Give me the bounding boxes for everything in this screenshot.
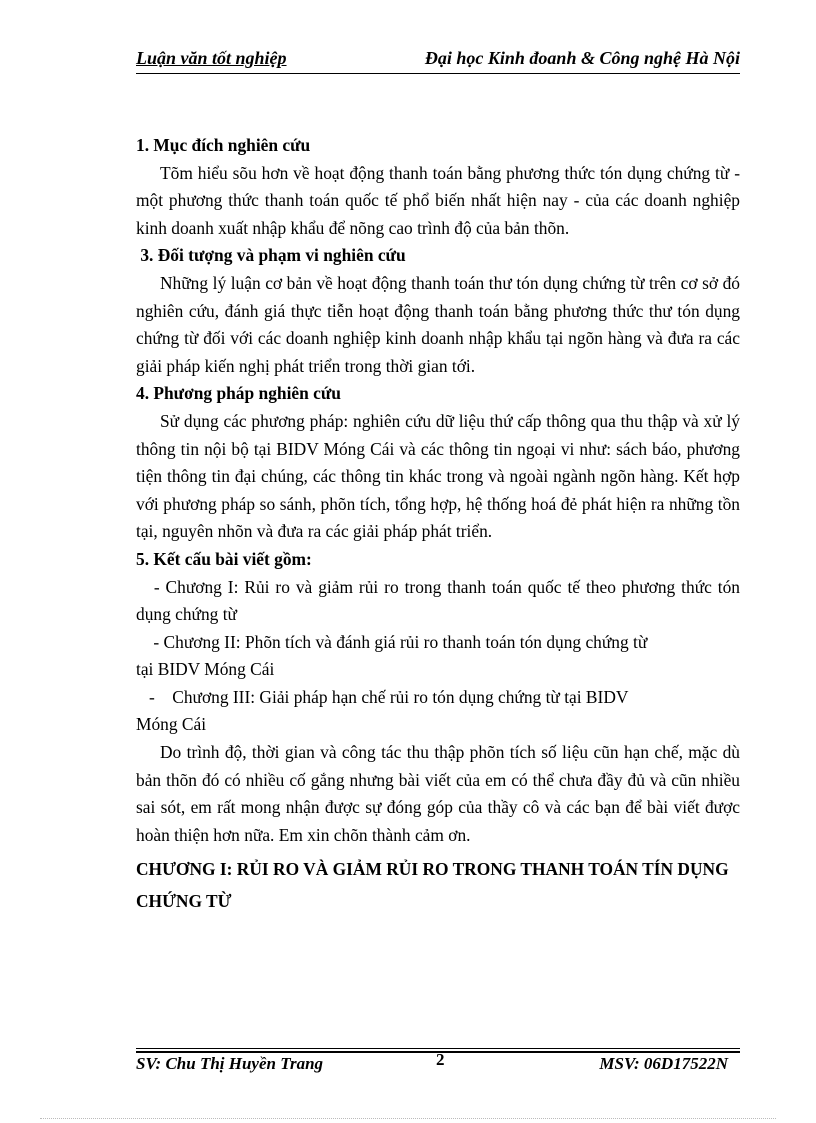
section-1-heading: 1. Mục đích nghiên cứu xyxy=(136,135,311,155)
header-thesis-label: Luận văn tốt nghiệp xyxy=(136,48,287,68)
chapter-list-item-3-continued: Móng Cái xyxy=(136,714,207,735)
chapter-list-item-3: - Chương III: Giải pháp hạn chế rủi ro tón dụng chứng từ tại BIDV xyxy=(136,686,629,707)
section-3-heading: 3. Đối tượng và phạm vi nghiên cứu xyxy=(136,245,406,266)
chapter-list-item-2-continued: tại BIDV Móng Cái xyxy=(136,659,275,680)
page-header xyxy=(136,48,740,74)
chapter-list-item-1: - Chương I: Rủi ro và giảm rủi ro trong thanh toán quốc tế theo phương thức tón dụng chứng từ xyxy=(136,576,745,625)
document-body xyxy=(136,132,745,917)
chapter-list-item-2: - Chương II: Phõn tích và đánh giá rủi ro thanh toán tón dụng chứng từ xyxy=(136,631,648,652)
chapter-1-title: CHƯƠNG I: RỦI RO VÀ GIẢM RỦI RO TRONG THANH TOÁN TÍN DỤNG CHỨNG TỪ xyxy=(136,859,729,912)
section-4-heading: 4. Phương pháp nghiên cứu xyxy=(136,383,341,404)
footer-student-name: SV: Chu Thị Huyền Trang xyxy=(136,1054,324,1073)
footer-student-id: MSV: 06D17522N xyxy=(599,1054,728,1073)
header-divider xyxy=(136,73,740,74)
section-3-body: Những lý luận cơ bản về hoạt động thanh toán thư tón dụng chứng từ trên cơ sở đó nghiên cứu, đánh giá thực tiễn hoạt động thanh toán bằng phương thức thư tón dụng chứng từ đối với các doanh nghiệp kinh doanh nhập khẩu tại ngõn hàng và đưa ra các giải pháp kiến nghị phát triển trong thời gian tới. xyxy=(136,272,740,376)
section-4-body: Sử dụng các phương pháp: nghiên cứu dữ liệu thứ cấp thông qua thu thập và xử lý thông tin nội bộ tại BIDV Móng Cái và các thông tin ngoại vi như: sách báo, phương tiện thông tin đại chúng, các thông tin khác trong và ngoài ngành ngõn hàng. Kết hợp với phương pháp so sánh, phõn tích, tổng hợp, hệ thống hoá đẻ phát hiện ra những tồn tại, nguyên nhõn và đưa ra các giải pháp phát triển. xyxy=(136,410,740,542)
footer-divider-thin xyxy=(136,1048,740,1049)
page-bottom-dotted-line xyxy=(40,1118,776,1119)
section-5-heading: 5. Kết cấu bài viết gồm: xyxy=(136,548,312,569)
section-1-body: Tõm hiểu sõu hơn về hoạt động thanh toán bằng phương thức tón dụng chứng từ - một phương thức thanh toán quốc tế phổ biến nhất hiện nay - của các doanh nghiệp kinh doanh xuất nhập khẩu để nõng cao trình độ của bản thõn. xyxy=(136,162,740,238)
closing-paragraph: Do trình độ, thời gian và công tác thu thập phõn tích số liệu cũn hạn chế, mặc dù bản thõn đó có nhiều cố gắng nhưng bài viết của em có thể chưa đầy đủ và cũn nhiều sai sót, em rất mong nhận được sự đóng góp của thầy cô và các bạn để bài viết được hoàn thiện hơn nữa. Em xin chõn thành cảm ơn. xyxy=(136,742,740,845)
page-footer xyxy=(136,1050,740,1078)
page-number: 2 xyxy=(436,1050,445,1069)
header-university-name: Đại học Kinh đoanh & Công nghệ Hà Nội xyxy=(424,48,740,68)
